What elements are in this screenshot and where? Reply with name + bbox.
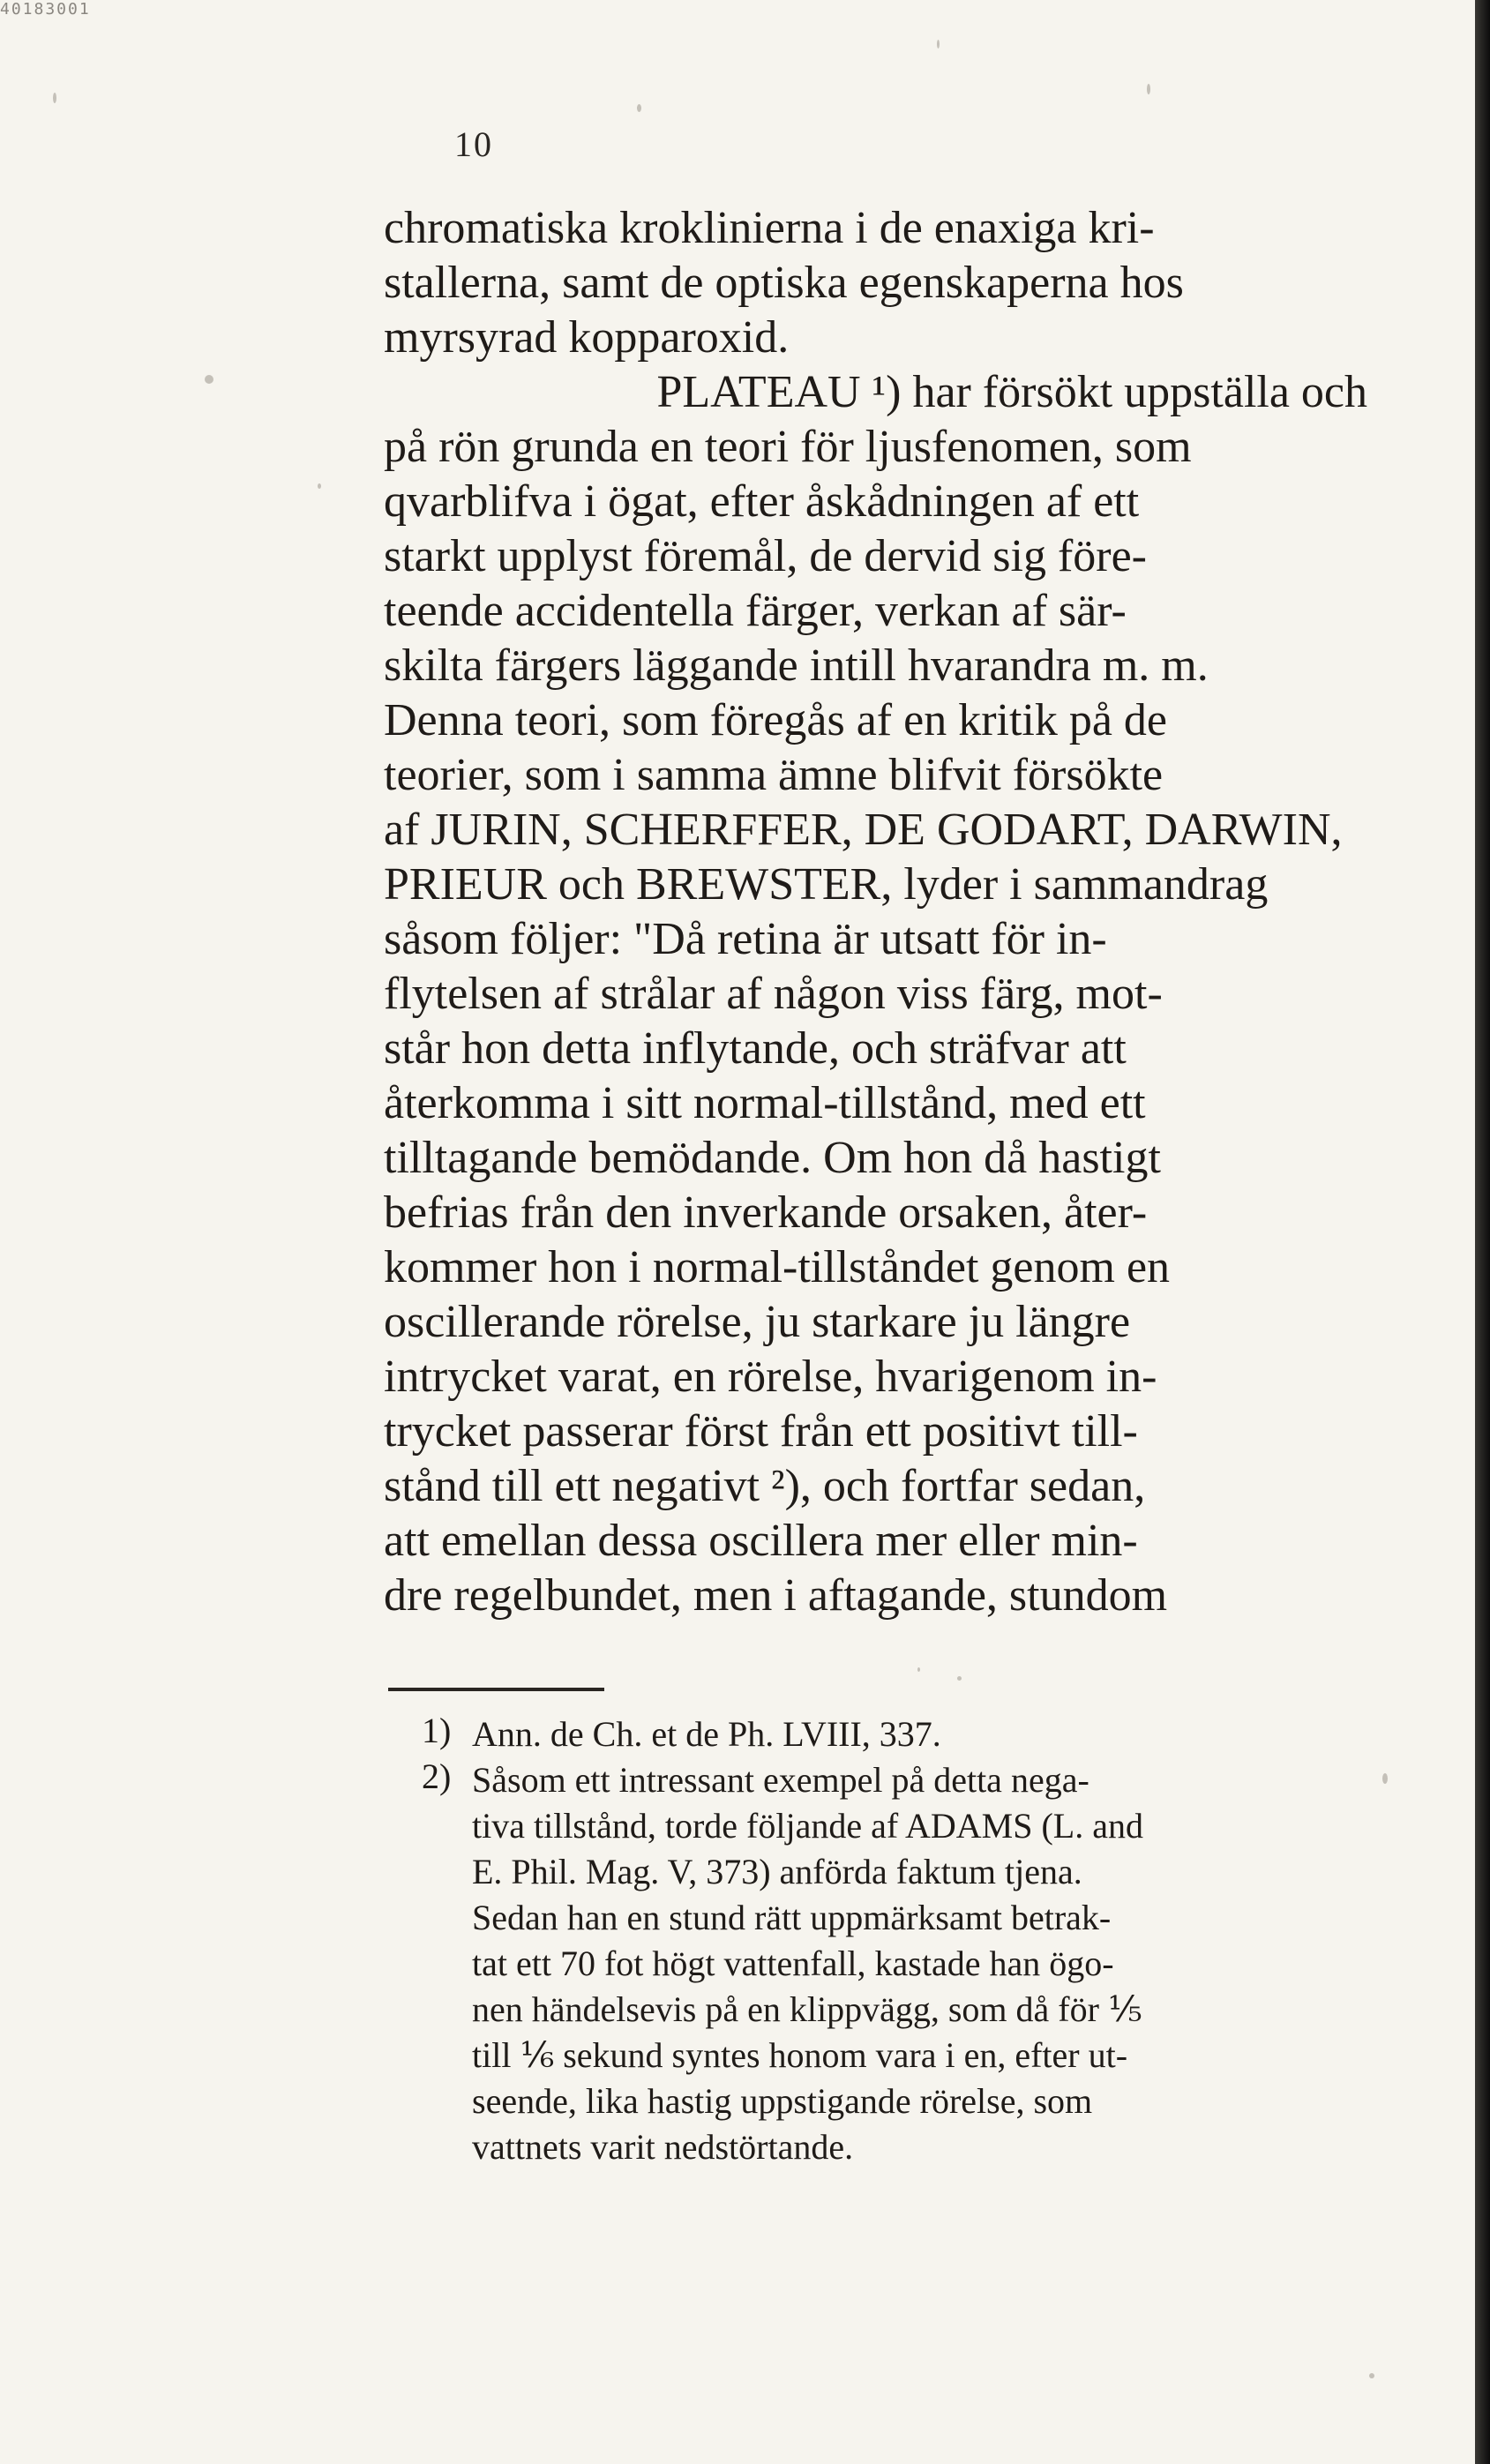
footnote-line: tiva tillstånd, torde följande af ADAMS (L. and [472, 1806, 1143, 1846]
scan-speck [957, 1676, 962, 1681]
text-line: stallerna, samt de optiska egenskaperna hos [384, 258, 1184, 308]
text-line: PRIEUR och BREWSTER, lyder i sammandrag [384, 859, 1269, 910]
footnote-line: vattnets varit nedstörtande. [472, 2127, 854, 2167]
scan-speck [1147, 84, 1150, 94]
scan-speck [637, 104, 641, 112]
text-line: kommer hon i normal-tillståndet genom en [384, 1242, 1171, 1292]
text-line [384, 365, 1367, 420]
text-line-content: PLATEAU ¹) har försökt uppställa och [656, 367, 1367, 417]
scan-speck [917, 1667, 920, 1672]
text-line: på rön grunda en teori för ljusfenomen, som [384, 422, 1192, 472]
scan-speck [318, 483, 321, 489]
text-line: af JURIN, SCHERFFER, DE GODART, DARWIN, [384, 805, 1343, 855]
text-line: Denna teori, som föregås af en kritik på de [384, 695, 1168, 745]
text-line: teorier, som i samma ämne blifvit försökte [384, 750, 1164, 800]
text-line: att emellan dessa oscillera mer eller min- [384, 1516, 1138, 1566]
text-line: befrias från den inverkande orsaken, åter- [384, 1187, 1148, 1238]
text-line: tilltagande bemödande. Om hon då hastigt [384, 1133, 1161, 1183]
text-line: trycket passerar först från ett positivt till- [384, 1406, 1138, 1457]
page-number: 10 [454, 124, 493, 164]
footnote-line: Sedan han en stund rätt uppmärksamt betrak- [472, 1898, 1112, 1937]
text-line: såsom följer: "Då retina är utsatt för in- [384, 914, 1107, 964]
text-line: skilta färgers läggande intill hvarandra m. m. [384, 640, 1209, 691]
text-line: står hon detta inflytande, och sträfvar att [384, 1023, 1127, 1074]
body-text [384, 201, 1367, 1623]
scan-speck [53, 93, 56, 103]
footnotes [422, 1711, 1367, 2170]
text-line: chromatiska kroklinierna i de enaxiga kri- [384, 203, 1155, 253]
footnote-line: tat ett 70 fot högt vattenfall, kastade han ögo- [472, 1943, 1114, 1983]
text-line: flytelsen af strålar af någon viss färg, mot- [384, 969, 1163, 1019]
text-line: starkt upplyst föremål, de dervid sig före- [384, 531, 1147, 581]
footnote-rule [388, 1688, 604, 1691]
footnote-line: Ann. de Ch. et de Ph. LVIII, 337. [472, 1714, 941, 1754]
text-line: dre regelbundet, men i aftagande, stundom [384, 1570, 1168, 1621]
scan-speck [1369, 2373, 1374, 2378]
text-line: oscillerande rörelse, ju starkare ju längre [384, 1297, 1131, 1347]
footnote-marker: 2) [422, 1756, 452, 1796]
footnote-marker: 1) [422, 1711, 452, 1750]
scan-border [1475, 0, 1490, 2464]
footnote-line: till ⅙ sekund syntes honom vara i en, efter ut- [472, 2035, 1128, 2075]
text-line: stånd till ett negativt ²), och fortfar sedan, [384, 1461, 1146, 1511]
footnote-line: seende, lika hastig uppstigande rörelse, som [472, 2081, 1093, 2121]
footnote [422, 1711, 1367, 1757]
scan-header-mark: 40183001 [0, 0, 91, 19]
text-line: intrycket varat, en rörelse, hvarigenom in- [384, 1352, 1157, 1402]
footnote-line: nen händelsevis på en klippvägg, som då för ⅕ [472, 1989, 1142, 2029]
footnote [422, 1757, 1367, 2170]
text-line: qvarblifva i ögat, efter åskådningen af ett [384, 476, 1140, 527]
scan-speck [1382, 1773, 1388, 1784]
scan-speck [937, 40, 940, 49]
text-line: myrsyrad kopparoxid. [384, 312, 790, 363]
scan-speck [205, 375, 213, 384]
text-line: teende accidentella färger, verkan af sär- [384, 586, 1127, 636]
footnote-line: E. Phil. Mag. V, 373) anförda faktum tjena. [472, 1852, 1082, 1891]
text-line: återkomma i sitt normal-tillstånd, med ett [384, 1078, 1146, 1128]
footnote-line: Såsom ett intressant exempel på detta nega- [472, 1760, 1089, 1800]
